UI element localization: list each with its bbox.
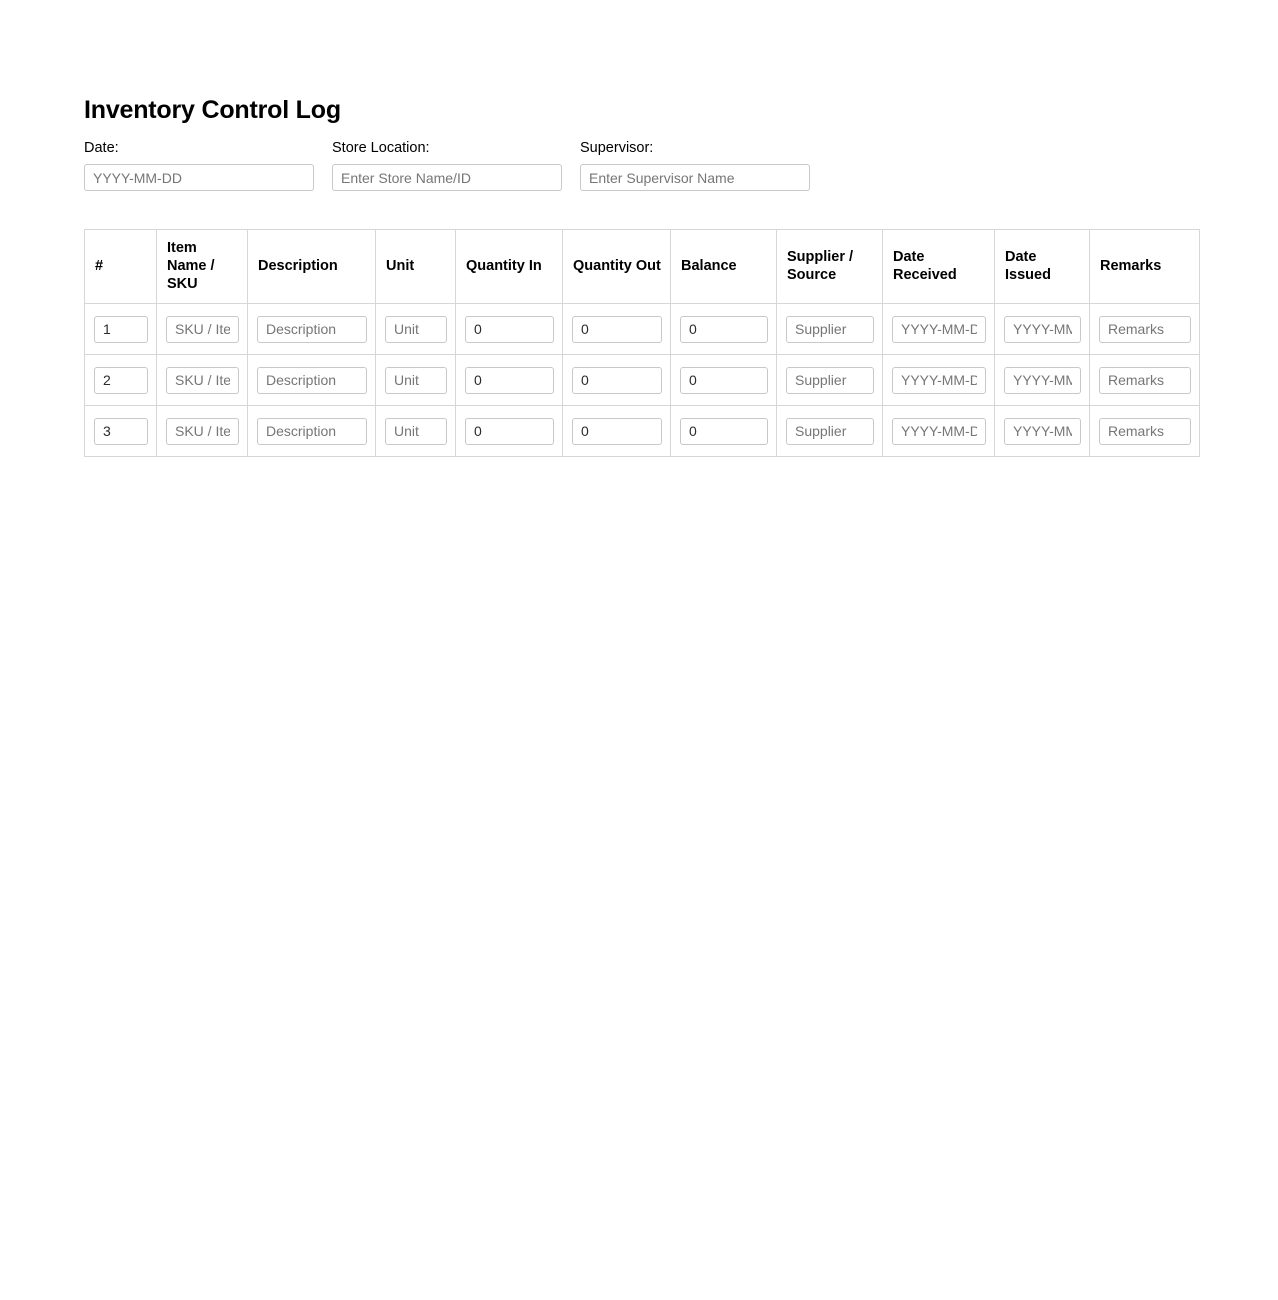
balance-input[interactable] [680,367,768,394]
column-header-quantity-out: Quantity Out [563,230,671,304]
date-field-group [84,141,314,192]
table-cell-qty-in [456,355,563,406]
sku-input[interactable] [166,367,239,394]
quantity-in-input[interactable] [465,367,554,394]
quantity-in-input[interactable] [465,316,554,343]
table-cell-unit [376,406,456,457]
column-header-description: Description [248,230,376,304]
date-received-input[interactable] [892,418,986,445]
date-issued-input[interactable] [1004,418,1081,445]
column-header-date-issued: Date Issued [995,230,1090,304]
column-header-remarks: Remarks [1090,230,1200,304]
row-number-input[interactable] [94,367,148,394]
table-cell-date-issued [995,304,1090,355]
sku-input[interactable] [166,316,239,343]
table-cell-sku [157,304,248,355]
table-cell-qty-in [456,406,563,457]
table-cell-desc [248,355,376,406]
table-cell-qty-out [563,406,671,457]
column-header-balance: Balance [671,230,777,304]
balance-input[interactable] [680,418,768,445]
table-row [85,406,1200,457]
table-row [85,355,1200,406]
inventory-log-table [84,229,1200,457]
supplier-input[interactable] [786,418,874,445]
meta-fields-row [84,141,1278,192]
supervisor-input[interactable] [580,164,810,191]
table-body [85,304,1200,457]
table-cell-unit [376,355,456,406]
table-cell-num [85,355,157,406]
unit-input[interactable] [385,367,447,394]
table-cell-supplier [777,304,883,355]
supervisor-field-group [580,141,810,192]
table-cell-balance [671,355,777,406]
remarks-input[interactable] [1099,418,1191,445]
table-cell-unit [376,304,456,355]
description-input[interactable] [257,316,367,343]
table-header-row [85,230,1200,304]
column-header-supplier-source: Supplier / Source [777,230,883,304]
table-cell-date-received [883,355,995,406]
table-cell-qty-out [563,355,671,406]
table-cell-sku [157,406,248,457]
table-cell-qty-out [563,304,671,355]
table-cell-num [85,304,157,355]
store-location-input[interactable] [332,164,562,191]
remarks-input[interactable] [1099,316,1191,343]
date-issued-input[interactable] [1004,367,1081,394]
balance-input[interactable] [680,316,768,343]
date-input[interactable] [84,164,314,191]
quantity-out-input[interactable] [572,316,662,343]
table-cell-desc [248,406,376,457]
date-received-input[interactable] [892,316,986,343]
table-cell-num [85,406,157,457]
table-cell-balance [671,406,777,457]
table-cell-sku [157,355,248,406]
table-cell-supplier [777,406,883,457]
unit-input[interactable] [385,316,447,343]
supplier-input[interactable] [786,316,874,343]
inventory-control-log-page [0,0,1278,457]
column-header-unit: Unit [376,230,456,304]
table-cell-remarks [1090,304,1200,355]
table-cell-qty-in [456,304,563,355]
table-cell-date-issued [995,355,1090,406]
table-cell-supplier [777,355,883,406]
page-title: Inventory Control Log [84,96,341,124]
sku-input[interactable] [166,418,239,445]
date-label: Date: [84,139,119,156]
quantity-in-input[interactable] [465,418,554,445]
row-number-input[interactable] [94,316,148,343]
table-cell-remarks [1090,355,1200,406]
supervisor-label: Supervisor: [580,139,654,156]
unit-input[interactable] [385,418,447,445]
column-header-item-name-sku: Item Name / SKU [157,230,248,304]
description-input[interactable] [257,418,367,445]
table-cell-date-issued [995,406,1090,457]
column-header-date-received: Date Received [883,230,995,304]
column-header-quantity-in: Quantity In [456,230,563,304]
store-location-field-group [332,141,562,192]
table-cell-balance [671,304,777,355]
table-row [85,304,1200,355]
date-issued-input[interactable] [1004,316,1081,343]
supplier-input[interactable] [786,367,874,394]
column-header-number: # [85,230,157,304]
table-cell-remarks [1090,406,1200,457]
date-received-input[interactable] [892,367,986,394]
description-input[interactable] [257,367,367,394]
store-location-label: Store Location: [332,139,430,156]
quantity-out-input[interactable] [572,418,662,445]
table-cell-date-received [883,406,995,457]
table-cell-date-received [883,304,995,355]
quantity-out-input[interactable] [572,367,662,394]
remarks-input[interactable] [1099,367,1191,394]
row-number-input[interactable] [94,418,148,445]
table-cell-desc [248,304,376,355]
